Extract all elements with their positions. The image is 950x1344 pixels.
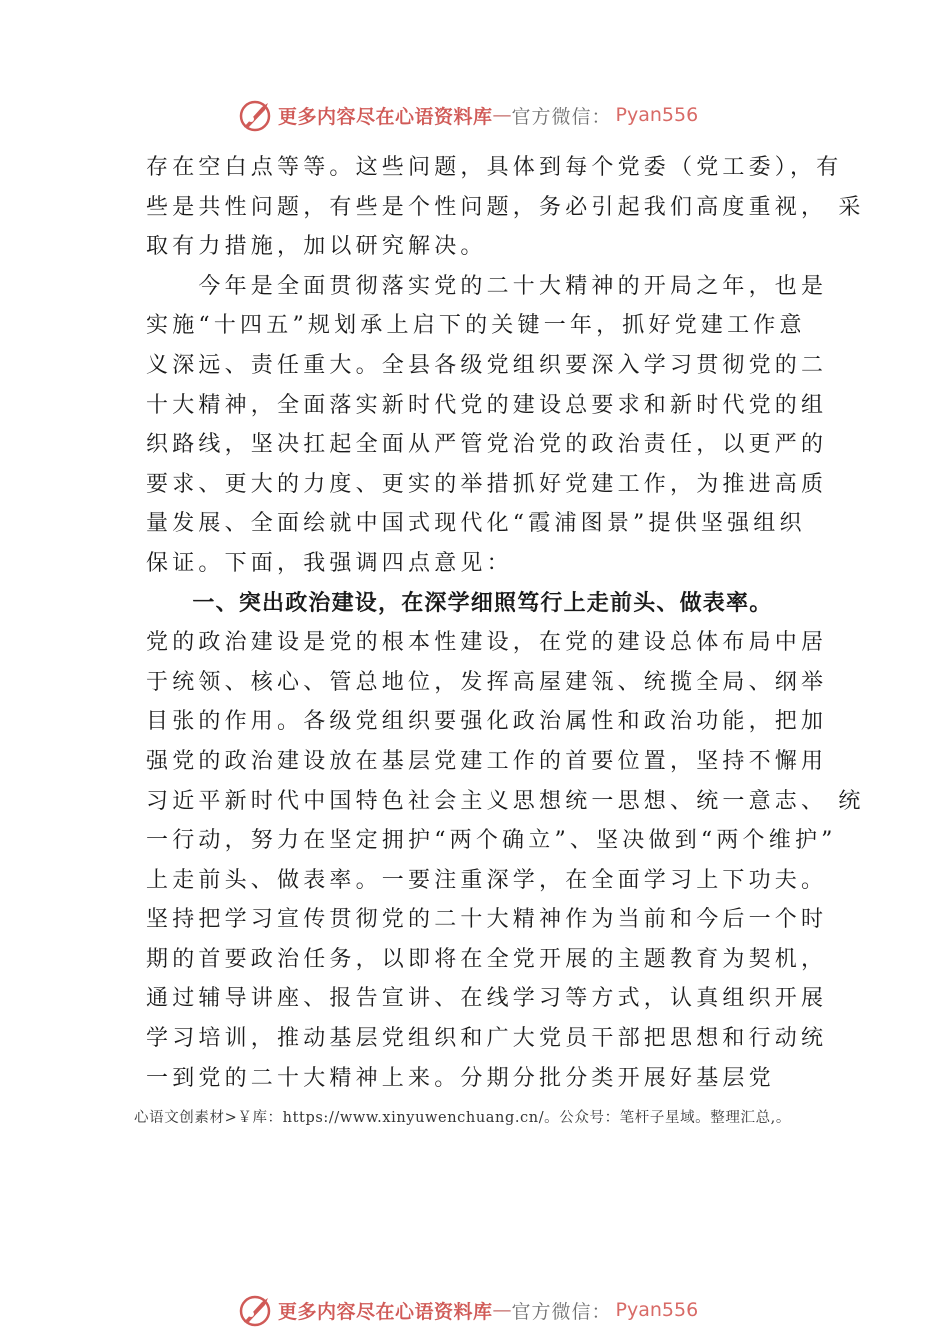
body-line: 取有力措施，加以研究解决。 (146, 234, 487, 260)
body-line: 保证。下面，我强调四点意见： (146, 550, 513, 576)
banner-official-label: 官方微信： (511, 1300, 612, 1323)
section-line: 上走前头、做表率。一要注重深学，在全面学习上下功夫。 (146, 867, 828, 893)
body-line: 些是共性问题，有些是个性问题，务必引起我们高度重视， 采 (146, 194, 865, 220)
footer-banner (0, 1290, 950, 1330)
banner-promo-text: 更多内容尽在心语资料库 (278, 1300, 493, 1323)
section-line: 目张的作用。各级党组织要强化政治属性和政治功能，把加 (146, 709, 828, 735)
banner-official-label: 官方微信： (511, 105, 612, 128)
banner-wechat-id: Pyan556 (615, 104, 699, 126)
body-line: 义深远、责任重大。全县各级党组织要深入学习贯彻党的二 (146, 352, 828, 378)
section-line: 学习培训，推动基层党组织和广大党员干部把思想和行动统 (146, 1026, 828, 1052)
body-line: 要求、更大的力度、更实的举措抓好党建工作，为推进高质 (146, 471, 828, 497)
document-body (146, 148, 865, 1098)
section-line: 强党的政治建设放在基层党建工作的首要位置，坚持不懈用 (146, 748, 828, 774)
section-line: 习近平新时代中国特色社会主义思想统一思想、统一意志、 统 (146, 788, 865, 814)
section-line: 党的政治建设是党的根本性建设，在党的建设总体布局中居 (146, 630, 828, 656)
section-line: 一到党的二十大精神上来。分期分批分类开展好基层党 (146, 1065, 775, 1091)
section-line: 期的首要政治任务，以即将在全党开展的主题教育为契机， (146, 946, 828, 972)
banner-dash: — (492, 104, 512, 126)
section-line: 一行动，努力在坚定拥护“两个确立”、坚决做到“两个维护” (146, 828, 837, 854)
body-line: 织路线，坚决扛起全面从严管党治党的政治责任，以更严的 (146, 432, 828, 458)
section-line: 于统领、核心、管总地位，发挥高屋建瓴、统揽全局、纲举 (146, 669, 828, 695)
banner-promo-text: 更多内容尽在心语资料库 (278, 105, 493, 128)
body-line: 量发展、全面绘就中国式现代化“霞浦图景”提供坚强组织 (146, 511, 806, 537)
footer-note: 心语文创素材>￥库：https://www.xinyuwenchuang.cn/。公众号：笔杆子星域。整理汇总,。 (134, 1110, 791, 1126)
section-heading: 一、突出政治建设，在深学细照笃行上走前头、做表率。 (146, 590, 773, 616)
banner-content (238, 95, 698, 135)
body-line: 今年是全面贯彻落实党的二十大精神的开局之年，也是 (146, 273, 828, 299)
body-line: 存在空白点等等。这些问题，具体到每个党委（党工委），有 (146, 155, 843, 180)
body-line: 实施“十四五”规划承上启下的关键一年，抓好党建工作意 (146, 313, 806, 339)
banner-dash: — (492, 1299, 512, 1321)
pen-logo-icon (238, 1292, 274, 1328)
section-line: 坚持把学习宣传贯彻党的二十大精神作为当前和今后一个时 (146, 907, 828, 933)
section-line: 通过辅导讲座、报告宣讲、在线学习等方式，认真组织开展 (146, 986, 828, 1012)
pen-logo-icon (238, 97, 274, 133)
banner-wechat-id: Pyan556 (615, 1299, 699, 1321)
banner-content (238, 1290, 698, 1330)
header-banner (0, 95, 950, 135)
body-line: 十大精神，全面落实新时代党的建设总要求和新时代党的组 (146, 392, 828, 418)
